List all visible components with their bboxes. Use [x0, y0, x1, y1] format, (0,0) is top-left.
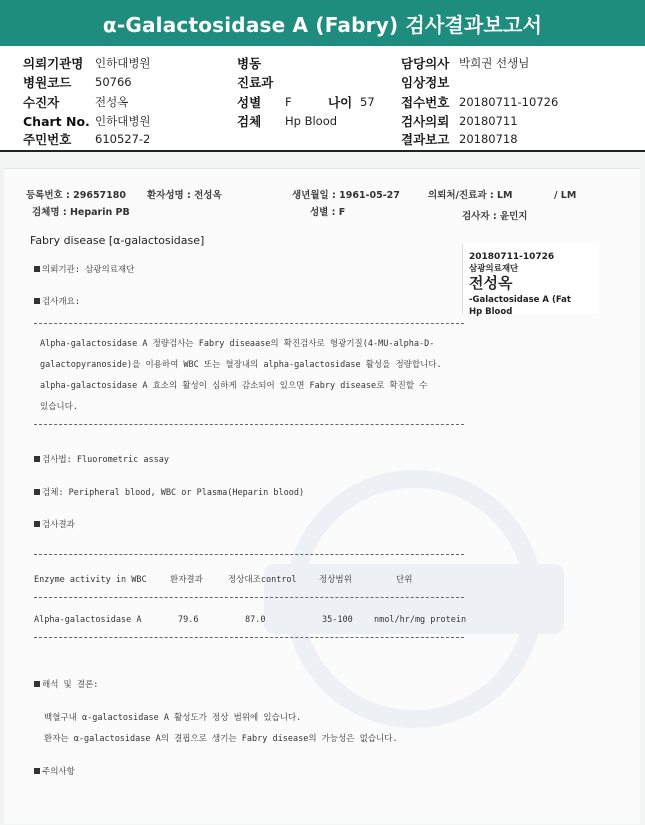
divider — [34, 597, 464, 598]
examinee-value: 전성옥 — [95, 95, 129, 109]
hospital-code-value: 50766 — [95, 75, 132, 89]
sticker-org: 삼광의료재단 — [469, 264, 519, 274]
divider — [34, 554, 464, 555]
dept-label: 진료과 — [237, 75, 274, 90]
divider — [34, 637, 464, 638]
bullet-icon — [34, 521, 40, 527]
divider — [34, 424, 464, 425]
bullet-icon — [34, 298, 40, 304]
table-cell: Alpha-galactosidase A — [34, 615, 142, 625]
ward-label: 병동 — [237, 56, 262, 71]
bullet-icon — [34, 456, 40, 462]
doctor-label: 담당의사 — [401, 56, 450, 71]
birth-date: 생년월일 : 1961-05-27 — [292, 190, 400, 201]
bullet-icon — [34, 768, 40, 774]
sex-label: 성별 — [237, 95, 262, 110]
specimen-label-sticker — [462, 244, 599, 317]
table-cell: 79.6 — [178, 615, 199, 625]
section-result — [34, 518, 75, 532]
receipt-label: 접수번호 — [401, 95, 450, 110]
chart-no-label: Chart No. — [23, 114, 90, 129]
overview-line: alpha-galactosidase A 효소의 활성이 심하게 감소되어 있으면 Fabry disease로 확진할 수 — [40, 381, 428, 391]
sticker-receipt: 20180711-10726 — [469, 252, 555, 262]
section-method — [34, 453, 169, 467]
resident-no-value: 610527-2 — [95, 132, 151, 146]
patient-name: 환자성명 : 전성옥 — [147, 190, 222, 201]
interpretation-line: 백혈구내 α-galactosidase A 활성도가 정상 범위에 있습니다. — [44, 713, 302, 723]
reg-no: 등록번호 : 29657180 — [26, 190, 127, 201]
section-specimen-text: 검체: Peripheral blood, WBC or Plasma(Heparin blood) — [42, 488, 305, 498]
section-specimen — [34, 486, 304, 500]
watermark-logo — [204, 469, 624, 729]
chart-no-value: 인하대병원 — [95, 114, 151, 128]
examinee-label: 수진자 — [23, 95, 60, 110]
table-header: 환자결과 — [170, 575, 203, 585]
section-institution — [34, 263, 134, 277]
examiner: 검사자 : 윤민지 — [462, 211, 528, 222]
table-cell: 35-100 — [322, 615, 353, 625]
clinical-label: 임상정보 — [401, 75, 450, 90]
sticker-specimen: Hp Blood — [469, 307, 513, 317]
requester: 의뢰처/진료과 : LM — [428, 190, 513, 201]
doctor-value: 박희권 선생님 — [459, 56, 530, 70]
table-cell: 87.0 — [245, 615, 266, 625]
section-interpretation-text: 해석 및 결론: — [42, 680, 99, 690]
section-interpretation — [34, 678, 98, 692]
section-overview — [34, 295, 80, 309]
specimen-label: 검체 — [237, 114, 262, 129]
section-overview-text: 검사개요: — [42, 297, 80, 307]
interpretation-line: 환자는 α-galactosidase A의 결핍으로 생기는 Fabry disease의 가능성은 없습니다. — [44, 734, 398, 744]
hospital-code-label: 병원코드 — [23, 75, 72, 90]
overview-line: Alpha-galactosidase A 정량검사는 Fabry diseaase의 확진검사로 형광기질(4-MU-alpha-D- — [40, 339, 435, 349]
report-value: 20180718 — [459, 132, 518, 146]
sticker-name: 전성옥 — [469, 274, 513, 292]
scanned-report — [4, 168, 640, 824]
sex-value: F — [285, 95, 292, 109]
table-header: Enzyme activity in WBC — [34, 575, 147, 585]
bullet-icon — [34, 266, 40, 272]
overview-line: galactopyranoside)을 이용하여 WBC 또는 혈장내의 alpha-galactosidase 활성을 정량합니다. — [40, 360, 442, 370]
table-header: 정상대조control — [228, 575, 297, 585]
age-value: 57 — [360, 95, 375, 109]
divider — [34, 323, 464, 324]
requester-dept: / LM — [554, 190, 577, 201]
section-method-text: 검사법: Fluorometric assay — [42, 455, 169, 465]
institution-label: 의뢰기관명 — [23, 56, 84, 71]
section-caution-text: 주의사항 — [42, 767, 75, 777]
receipt-value: 20180711-10726 — [459, 95, 559, 109]
request-value: 20180711 — [459, 114, 518, 128]
sticker-test: -Galactosidase A (Fat — [469, 295, 571, 305]
section-institution-text: 의뢰기관: 삼광의료재단 — [42, 265, 135, 275]
bullet-icon — [34, 681, 40, 687]
info-panel — [0, 46, 645, 152]
scan-sex: 성별 : F — [310, 207, 346, 218]
resident-no-label: 주민번호 — [23, 132, 72, 147]
age-label: 나이 — [328, 95, 353, 110]
section-result-text: 검사결과 — [42, 520, 75, 530]
test-title: Fabry disease [α-galactosidase] — [30, 234, 205, 247]
specimen-name: 검체명 : Heparin PB — [32, 207, 130, 218]
table-header: 정상범위 — [319, 575, 352, 585]
overview-line: 있습니다. — [40, 402, 78, 412]
specimen-value: Hp Blood — [285, 114, 338, 128]
table-header: 단위 — [396, 575, 413, 585]
institution-value: 인하대병원 — [95, 56, 151, 70]
report-label: 결과보고 — [401, 132, 450, 147]
bullet-icon — [34, 489, 40, 495]
report-title: α-Galactosidase A (Fabry) 검사결과보고서 — [0, 0, 645, 46]
table-cell: nmol/hr/mg protein — [374, 615, 467, 625]
request-label: 검사의뢰 — [401, 114, 450, 129]
section-caution — [34, 765, 75, 779]
